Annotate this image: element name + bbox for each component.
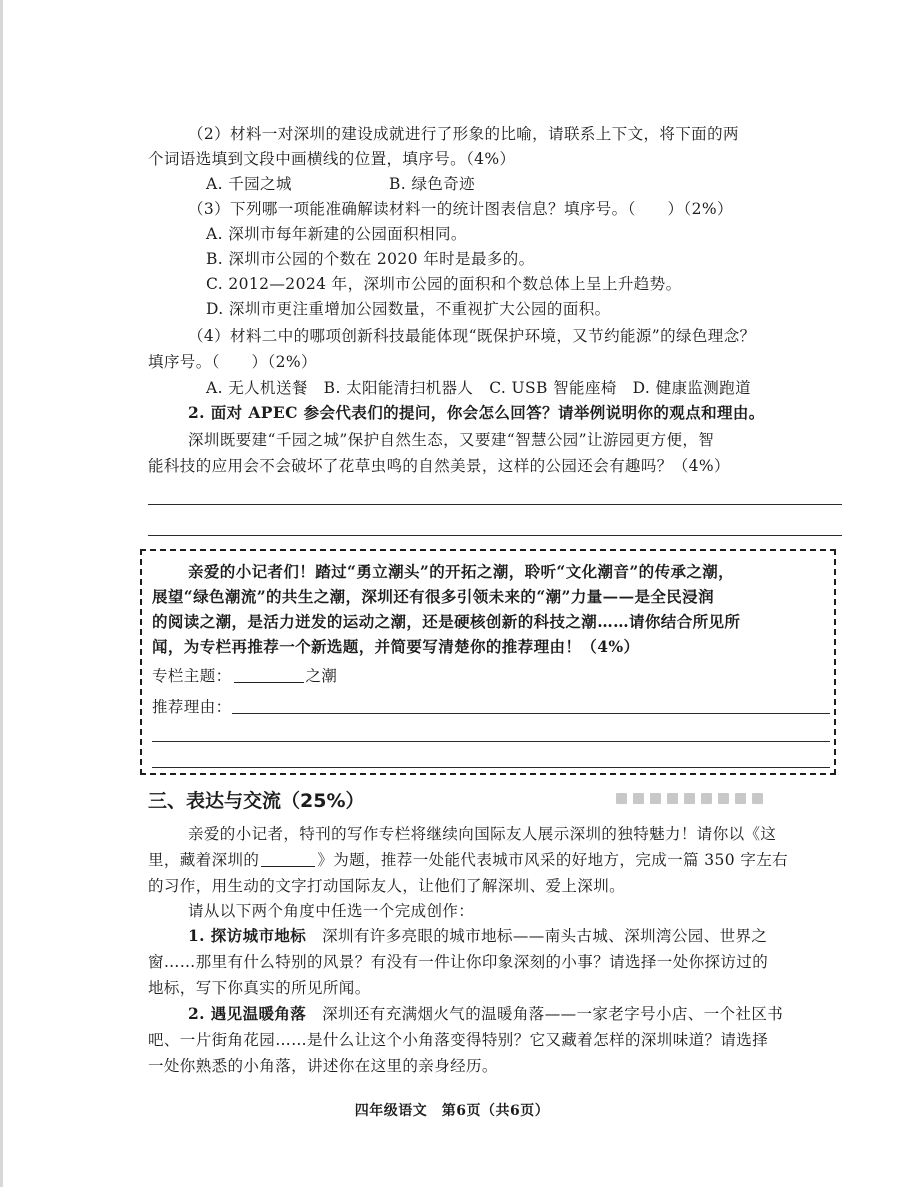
reason-line-1[interactable] [232,713,830,714]
q5-stem: 2. 面对 APEC 参会代表们的提问，你会怎么回答？请举例说明你的观点和理由。 [188,403,765,422]
answer-line-1[interactable] [148,504,842,505]
s3-opt1-text: 深圳有许多亮眼的城市地标——南头古城、深圳湾公园、世界之 [306,927,768,945]
s3-opt2-line2: 吧、一片街角花园……是什么让这个小角落变得特别？它又藏着怎样的深圳味道？请选择 [148,1031,769,1049]
s3-opt2-line1 [188,1002,783,1026]
q5-line1: 深圳既要建“千园之城”保护自然生态，又要建“智慧公园”让游园更方便，智 [188,431,715,449]
s3-opt2-text: 深圳还有充满烟火气的温暖角落——一家老字号小店、一个社区书 [306,1005,784,1023]
q3-option-d: D. 深圳市更注重增加公园数量，不重视扩大公园的面积。 [206,300,611,318]
box-line4: 闻，为专栏再推荐一个新选题，并简要写清楚你的推荐理由！（4%） [152,637,640,656]
box-line2: 展望“绿色潮流”的共生之潮，深圳还有很多引领未来的“潮”力量——是全民浸润 [152,587,714,606]
s3-p1-line2-part-a: 里，藏着深圳的 [148,851,260,869]
q2-line1: （2）材料一对深圳的建设成就进行了形象的比喻，请联系上下文，将下面的两 [188,125,739,143]
s3-opt1-line2: 窗……那里有什么特别的风景？有没有一件让你印象深刻的小事？请选择一处你探访过的 [148,953,769,971]
title-blank[interactable] [261,850,315,867]
q4-line2: 填序号。（ ）（2%） [148,353,317,371]
q3-option-c: C. 2012—2024 年，深圳市公园的面积和个数总体上呈上升趋势。 [206,275,682,293]
q2-line2: 个词语选填到文段中画横线的位置，填序号。（4%） [148,150,516,168]
topic-label: 专栏主题： [152,667,232,685]
section3-title: 三、表达与交流（25%） [148,790,365,812]
redacted-watermark [616,793,763,804]
topic-suffix: 之潮 [305,667,338,685]
q5-line2: 能科技的应用会不会破坏了花草虫鸣的自然美景，这样的公园还会有趣吗？（4%） [148,457,730,475]
q3-stem: （3）下列哪一项能准确解读材料一的统计图表信息？填序号。（ ）（2%） [188,200,733,218]
s3-p1-line2-part-b: 》为题，推荐一处能代表城市风采的好地方，完成一篇 350 字左右 [317,851,789,869]
s3-opt2-line3: 一处你熟悉的小角落，讲述你在这里的亲身经历。 [148,1057,498,1075]
s3-p2: 请从以下两个角度中任选一个完成创作： [188,902,475,920]
scan-edge [0,0,3,1187]
reason-label: 推荐理由： [152,698,232,716]
s3-p1-line1: 亲爱的小记者，特刊的写作专栏将继续向国际友人展示深圳的独特魅力！请你以《这 [188,825,777,843]
q4-line1: （4）材料二中的哪项创新科技最能体现“既保护环境，又节约能源”的绿色理念？ [188,327,756,345]
s3-opt2-title: 2. 遇见温暖角落 [188,1004,307,1023]
s3-opt1-title: 1. 探访城市地标 [188,926,307,945]
page-footer: 四年级语文 第6页（共6页） [354,1103,550,1119]
q2-option-b: B. 绿色奇迹 [389,175,476,193]
topic-row [152,664,337,688]
topic-blank[interactable] [234,666,304,683]
s3-opt1-line3: 地标，写下你真实的所见所闻。 [148,979,371,997]
q4-options: A. 无人机送餐 B. 太阳能清扫机器人 C. USB 智能座椅 D. 健康监测跑道 [206,379,751,397]
box-line1: 亲爱的小记者们！踏过“勇立潮头”的开拓之潮，聆听“文化潮音”的传承之潮， [188,562,735,581]
reason-line-3[interactable] [152,767,830,768]
q3-option-a: A. 深圳市每年新建的公园面积相同。 [206,225,467,243]
answer-line-2[interactable] [148,535,842,536]
q3-option-b: B. 深圳市公园的个数在 2020 年时是最多的。 [206,250,535,268]
s3-opt1-line1 [188,924,767,948]
reason-line-2[interactable] [152,741,830,742]
s3-p1-line3: 的习作，用生动的文字打动国际友人，让他们了解深圳、爱上深圳。 [148,877,626,895]
s3-p1-line2 [148,848,788,872]
box-line3: 的阅读之潮，是活力迸发的运动之潮，还是硬核创新的科技之潮……请你结合所见所 [152,612,741,631]
q2-option-a: A. 千园之城 [206,175,292,193]
